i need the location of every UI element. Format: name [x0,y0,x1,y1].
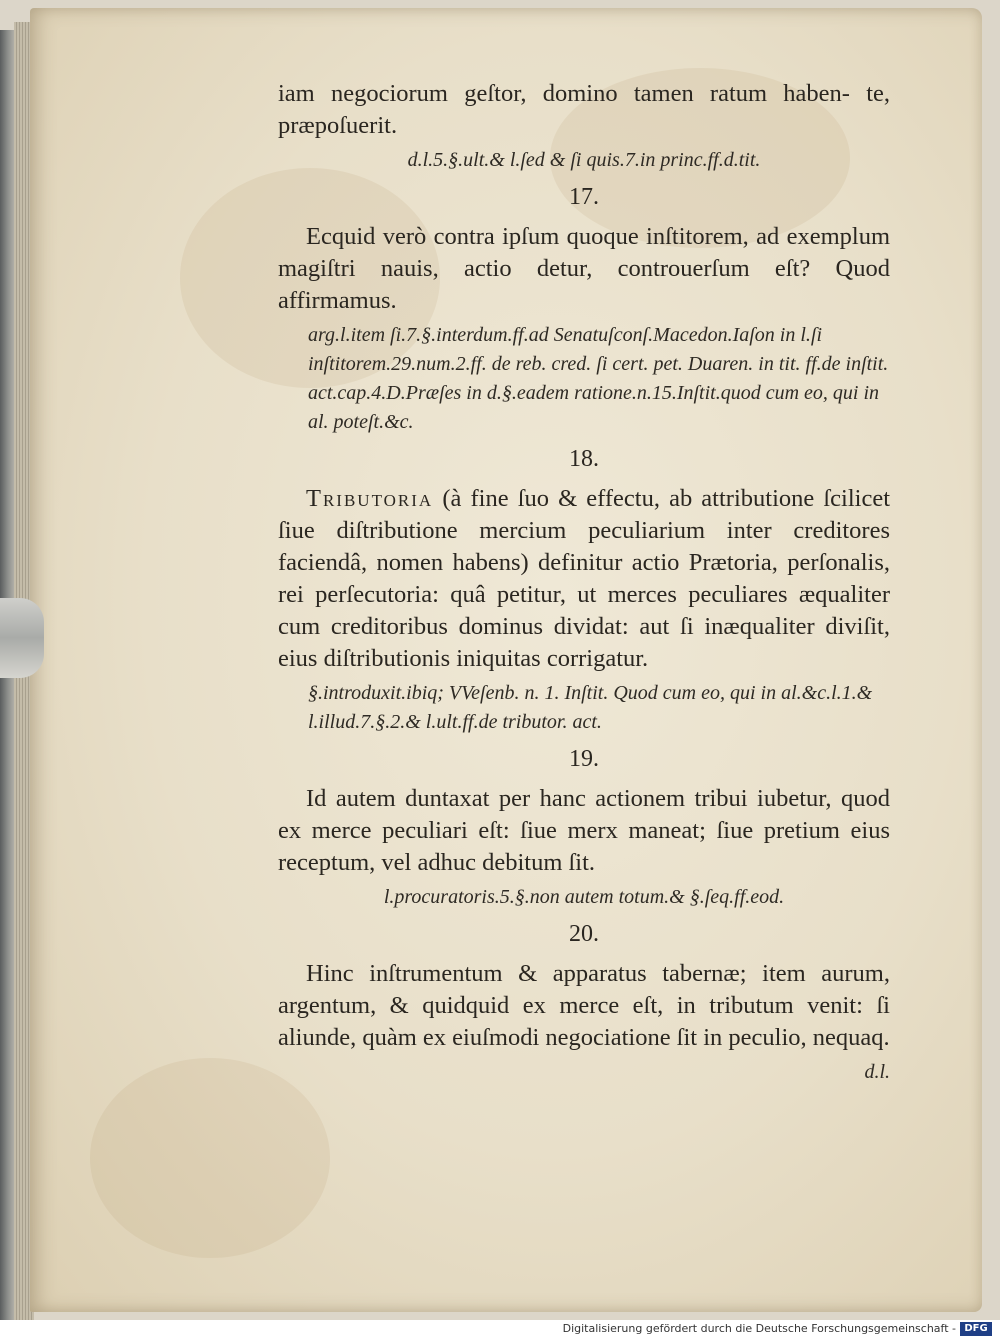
paragraph-18-lead-word: Tributoria [306,485,434,512]
section-number-19: 19. [569,746,599,772]
section-number-17: 17. [569,184,599,210]
citation-19: l.procuratoris.5.§.non autem totum.& §.ſeq.ff.eod. [383,886,785,908]
citation-16: d.l.5.§.ult.& l.ſed & ſi quis.7.in princ.ff.d.tit. [407,149,761,171]
section-number-18: 18. [569,446,599,472]
citation-20: d.l. [864,1061,890,1083]
page-stain [90,1058,330,1258]
book-clasp [0,598,44,678]
citation-18: §.introduxit.ibiq; VVeſenb. n. 1. Inſtit. Quod cum eo, qui in al.&c.l.1.& l.illud.7.§.2.& l.ult.ff.de tributor. act. [308,682,873,733]
dfg-logo-icon: DFG [960,1322,992,1336]
citation-17: arg.l.item ſi.7.§.interdum.ff.ad Senatuſconſ.Macedon.Iaſon in l.ſi inſtitorem.29.num.2.ff. de reb. cred. ſi cert. pet. Duaren. in tit. ff.de inſtit. act.cap.4.D.Præſes in d.§.eadem ratione.n.15.Inſtit.quod cum eo, qui in al. poteſt.&c. [308,324,889,433]
paragraph-18 [278,483,890,675]
paragraph-18-body: (à fine ſuo & effectu, ab attributione ſcilicet ſiue diſtributione mercium peculiarium inter creditores faciendâ, nomen habens) definitur actio Prætoria, perſonalis, rei perſecutoria: quâ petitur, ut merces peculiares æqualiter cum creditoribus dominus dividat: aut ſi inæqualiter diviſit, eius diſtributionis iniquitas corrigatur. [278,485,891,672]
paragraph-20: Hinc inſtrumentum & apparatus tabernæ; item aurum, argentum, & quidquid ex merce eſt, in tributum venit: ſi aliunde, quàm ex eiuſmodi negociatione ſit in peculio, nequaq. [278,960,890,1051]
paragraph-17: Ecquid verò contra ipſum quoque inſtitorem, ad exemplum magiſtri nauis, actio detur, controuerſum eſt? Quod affirmamus. [278,223,890,314]
paragraph-19: Id autem duntaxat per hanc actionem tribui iubetur, quod ex merce peculiari eſt: ſiue merx maneat; ſiue pretium eius receptum, vel adhuc debitum ſit. [278,785,890,876]
footer-funding-text: Digitalisierung gefördert durch die Deutsche Forschungsgemeinschaft - [562,1322,956,1335]
footer-bar [0,1320,1000,1339]
paragraph-16-continued: iam negociorum geſtor, domino tamen ratum haben- te, præpoſuerit. [278,80,890,139]
page-text [278,78,890,1087]
section-number-20: 20. [569,921,599,947]
